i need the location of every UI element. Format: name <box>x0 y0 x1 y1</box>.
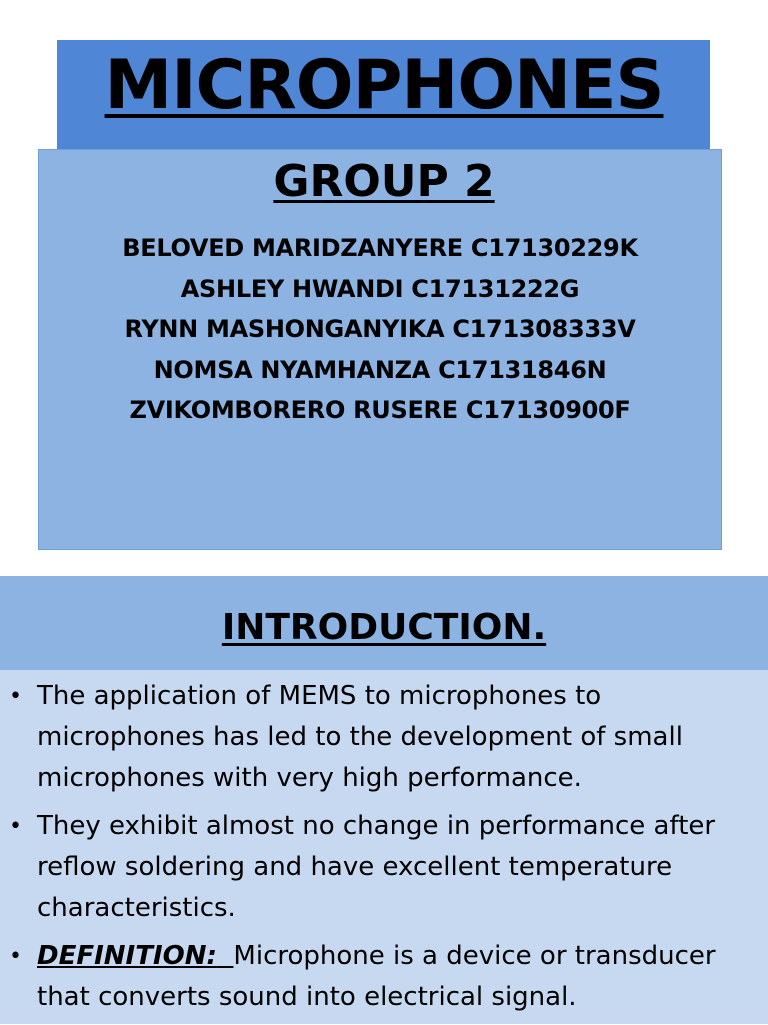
definition-gap <box>217 941 234 971</box>
bullet-item <box>0 806 768 929</box>
bullet-text: The application of MEMS to microphones to microphones has led to the development of small microphones with very high performance. <box>37 681 683 793</box>
bullet-icon: • <box>9 944 22 969</box>
group-heading: GROUP 2 <box>273 156 495 207</box>
bullet-icon: • <box>9 814 22 839</box>
bullet-item <box>0 676 768 799</box>
member-item: BELOVED MARIDZANYERE C17130229K <box>122 234 638 262</box>
member-item: RYNN MASHONGANYIKA C171308333V <box>124 315 636 343</box>
member-list <box>38 228 722 431</box>
definition-label: DEFINITION: <box>37 941 217 971</box>
bullet-icon: • <box>9 684 22 709</box>
member-item: ZVIKOMBORERO RUSERE C17130900F <box>129 396 631 424</box>
introduction-slide <box>0 576 768 1024</box>
member-item: NOMSA NYAMHANZA C17131846N <box>153 355 607 384</box>
bullet-list <box>0 676 768 1025</box>
slide-title: MICROPHONES <box>104 46 664 125</box>
bullet-item <box>0 936 768 1018</box>
definition-text: Microphone is a device or transducer that converts sound into electrical signal. <box>37 941 716 1012</box>
bullet-text: They exhibit almost no change in performance after reflow soldering and have excellent temperature characteristics. <box>37 811 716 923</box>
intro-heading: INTRODUCTION. <box>221 607 547 648</box>
member-item: ASHLEY HWANDI C17131222G <box>180 274 580 303</box>
